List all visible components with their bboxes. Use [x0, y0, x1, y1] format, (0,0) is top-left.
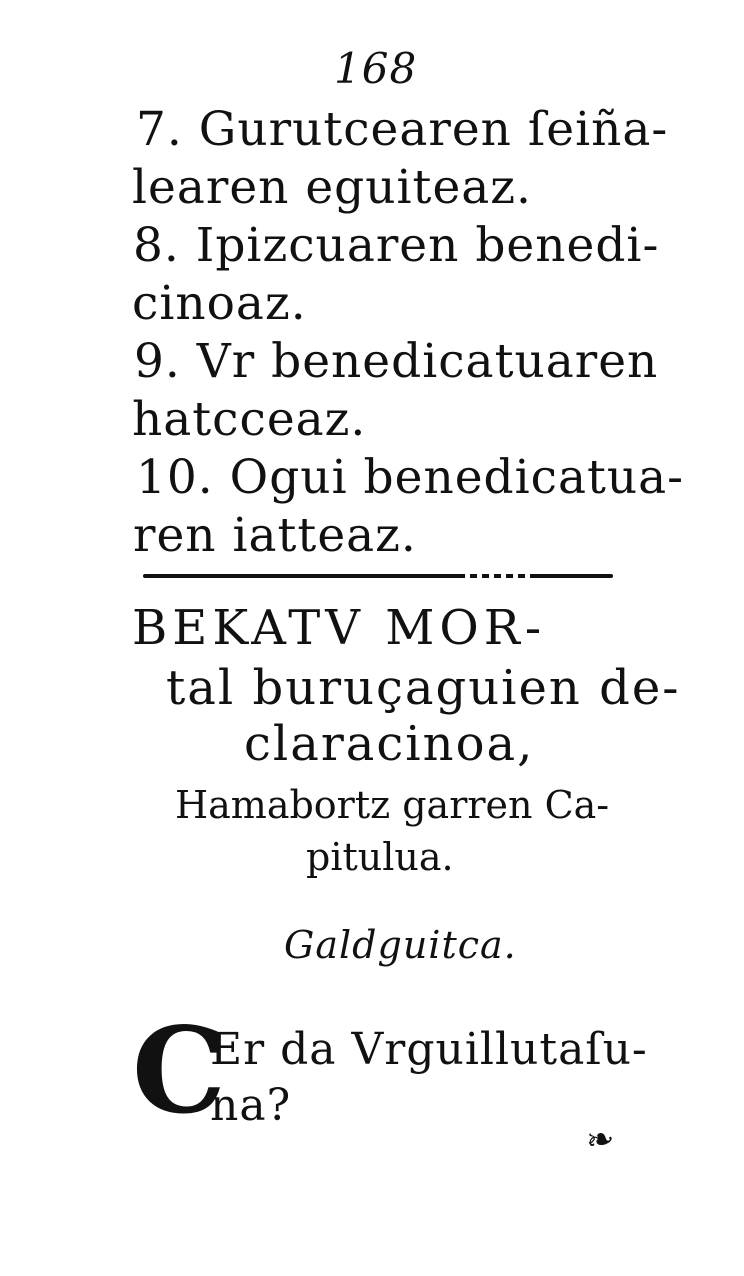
body-line-2: learen eguiteaz. [132, 160, 532, 215]
body-line-4: cinoaz. [132, 276, 307, 331]
subheading-line-2: pitulua. [306, 835, 454, 879]
subheading-line-1: Hamabortz garren Ca- [175, 783, 610, 827]
body-line-8: ren iatteaz. [133, 508, 417, 563]
heading-line-3: claracinoa, [244, 716, 535, 772]
heading-line-2: tal buruçaguien de- [166, 660, 681, 716]
section-divider [143, 574, 613, 578]
body-line-5: 9. Vr benedicatuaren [134, 334, 659, 389]
final-line-2: na? [210, 1080, 292, 1131]
fleuron-ornament-icon: ❧ [583, 1118, 618, 1162]
body-line-1: 7. Gurutcearen ſeiña- [136, 102, 669, 157]
final-line-1: Er da Vrguillutaſu- [210, 1024, 648, 1075]
body-line-6: hatcceaz. [132, 392, 367, 447]
page-number: 168 [334, 44, 418, 93]
section-title: Galdguitca. [284, 923, 517, 967]
drop-cap-initial: C [132, 1001, 226, 1140]
heading-line-1: BEKATV MOR- [132, 600, 547, 656]
body-line-3: 8. Ipizcuaren benedi- [133, 218, 660, 273]
body-line-7: 10. Ogui benedicatua- [136, 450, 685, 505]
